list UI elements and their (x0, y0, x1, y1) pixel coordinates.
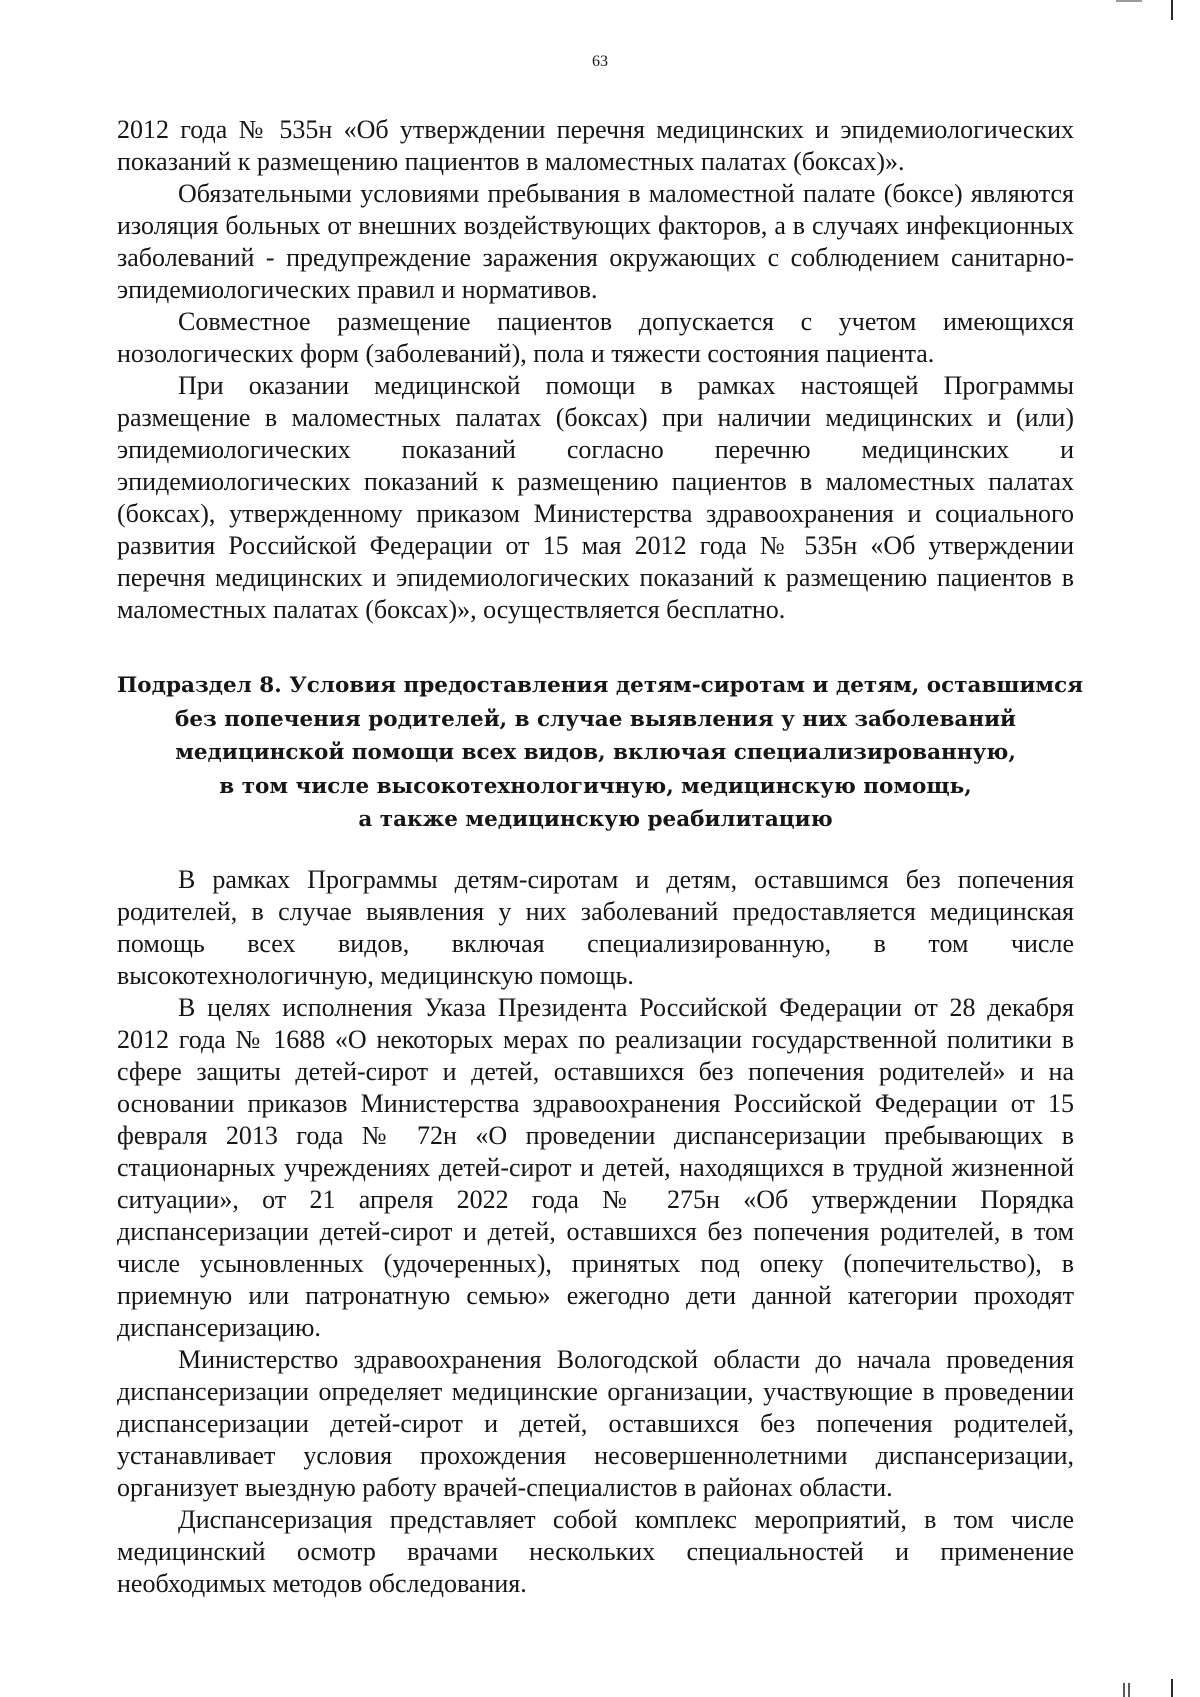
body-text-bottom (117, 864, 1074, 1600)
section-heading-line: медицинской помощи всех видов, включая специализированную, (175, 740, 1016, 765)
paragraph: Диспансеризация представляет собой комплекс мероприятий, в том числе медицинский осмотр врачами нескольких специальностей и применение необходимых методов обследования. (117, 1505, 1074, 1598)
paragraph: При оказании медицинской помощи в рамках настоящей Программы размещение в маломестных палатах (боксах) при наличии медицинских и (или) эпидемиологических показаний согласно перечню медицинских и эпидемиологических показаний к размещению пациентов в маломестных палатах (боксах), утвержденному приказом Министерства здравоохранения и социального развития Российской Федерации от 15 мая 2012 года № 535н «Об утверждении перечня медицинских и эпидемиологических показаний к размещению пациентов в маломестных палатах (боксах)», осуществляется бесплатно. (117, 371, 1074, 624)
section-heading-line: без попечения родителей, в случае выявления у них заболеваний (175, 706, 1016, 732)
scan-edge-mark (1123, 1683, 1125, 1697)
section-heading-line: Подраздел 8. Условия предоставления детям-сиротам и детям, оставшимся (117, 673, 1084, 698)
body-text-top (117, 114, 1074, 626)
paragraph: В рамках Программы детям-сиротам и детям, оставшимся без попечения родителей, в случае выявления у них заболеваний предоставляется медицинская помощь всех видов, включая специализированную, в том числе высокотехнологичную, медицинскую помощь. (117, 865, 1074, 990)
section-heading (117, 669, 1084, 837)
scan-edge-mark (1128, 1683, 1130, 1697)
paragraph: Совместное размещение пациентов допускается с учетом имеющихся нозологических форм (заболеваний), пола и тяжести состояния пациента. (117, 307, 1074, 368)
scan-edge-mark (1171, 1679, 1173, 1697)
paragraph: Обязательными условиями пребывания в маломестной палате (боксе) являются изоляция больных от внешних воздействующих факторов, а в случаях инфекционных заболеваний - предупреждение заражения окружающих с соблюдением санитарно-эпидемиологических правил и нормативов. (117, 179, 1074, 304)
scan-edge-mark (1116, 0, 1142, 2)
section-heading-line: а также медицинскую реабилитацию (358, 807, 833, 832)
paragraph: 2012 года № 535н «Об утверждении перечня медицинских и эпидемиологических показаний к размещению пациентов в маломестных палатах (боксах)». (117, 115, 1074, 176)
paragraph: Министерство здравоохранения Вологодской области до начала проведения диспансеризации определяет медицинские организации, участвующие в проведении диспансеризации детей-сирот и детей, оставшихся без попечения родителей, устанавливает условия прохождения несовершеннолетними диспансеризации, организует выездную работу врачей-специалистов в районах области. (117, 1345, 1074, 1502)
paragraph: В целях исполнения Указа Президента Российской Федерации от 28 декабря 2012 года № 1688 «О некоторых мерах по реализации государственной политики в сфере защиты детей-сирот и детей, оставшихся без попечения родителей» и на основании приказов Министерства здравоохранения Российской Федерации от 15 февраля 2013 года № 72н «О проведении диспансеризации пребывающих в стационарных учреждениях детей-сирот и детей, находящихся в трудной жизненной ситуации», от 21 апреля 2022 года № 275н «Об утверждении Порядка диспансеризации детей-сирот и детей, оставшихся без попечения родителей, в том числе усыновленных (удочеренных), принятых под опеку (попечительство), в приемную или патронатную семью» ежегодно дети данной категории проходят диспансеризацию. (117, 993, 1074, 1342)
page-number: 63 (592, 53, 608, 70)
section-heading-line: в том числе высокотехнологичную, медицинскую помощь, (219, 773, 972, 799)
scan-edge-mark (1171, 0, 1173, 20)
